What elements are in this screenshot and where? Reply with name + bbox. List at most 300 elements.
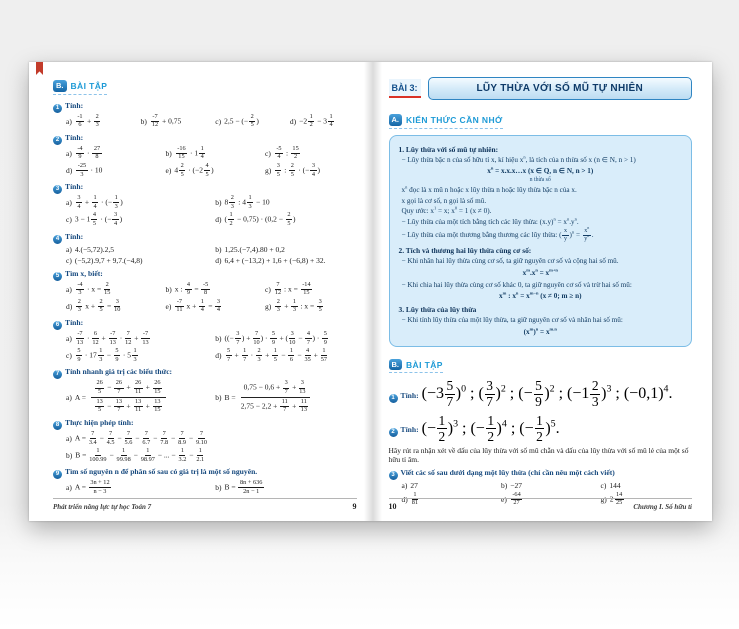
item-label: d): [401, 494, 408, 504]
problem-head: [389, 414, 693, 444]
problem-item: [66, 195, 207, 210]
knowledge-formula: $(x^m)^n = x^{m.n}$: [523, 326, 557, 336]
problem-item: [166, 282, 258, 297]
knowledge-text: − Lũy thừa của một thương bằng thương các lũy thừa: ( $\frac{x}{y}$ )$^n$ = $\frac{x^n}{y^n}$ .: [401, 226, 594, 243]
problem-item: [215, 256, 356, 265]
problem-2: [53, 133, 357, 178]
fraction: $\frac{26}{15}$: [154, 379, 161, 396]
fraction: $\frac{27}{8}$: [93, 144, 101, 161]
problem-item: [166, 146, 258, 161]
exercise-title: BÀI TẬP: [406, 359, 443, 370]
fraction: $\frac{-7}{13}$: [76, 330, 84, 346]
item-label: b): [165, 148, 172, 158]
page-number-right: 10: [388, 502, 397, 511]
problem-item: [290, 114, 357, 129]
fraction: $\frac{5}{9}$: [535, 378, 542, 410]
fraction: $\frac{1}{2}$: [487, 412, 495, 444]
item-math: 1,25.(−7,4).80 + 0,2: [224, 244, 285, 254]
big-fraction-denominator: 2,75 − 2,2 + $\frac{11}{7}$ + $\frac{11}{13}$: [240, 397, 307, 414]
fraction: $\frac{-14}{15}$: [302, 280, 311, 297]
problem-6: [53, 318, 357, 363]
fraction: $\frac{4}{7}$: [306, 330, 310, 346]
fraction: $\frac{1}{2}$: [229, 211, 233, 227]
fraction: $\frac{4}{9}$: [186, 280, 190, 297]
problem-number: 2: [389, 428, 398, 437]
item-math: 8 $\frac{2}{3}$ : 4 $\frac{1}{3}$ − 10: [224, 194, 270, 210]
item-math: $\frac{3}{4}$ + $\frac{1}{4}$ · (− $\frac{1}{3}$ ): [77, 194, 123, 210]
problem-item: [66, 299, 158, 314]
problem-note: Hãy rút ra nhận xét về dấu của lũy thừa với số mũ chẵn và dấu của lũy thừa với số mũ lẻ của một số hữu tỉ âm.: [388, 445, 689, 464]
fraction: $\frac{7}{12}$: [274, 280, 282, 297]
problem-item: [265, 299, 357, 314]
fraction: $\frac{1}{98.97}$: [140, 447, 155, 463]
problem-2: [389, 414, 693, 464]
item-label: a): [66, 392, 72, 402]
item-prefix: A =: [74, 392, 86, 402]
fraction: $\frac{2}{5}$: [287, 211, 291, 227]
item-math: $\frac{-25}{3}$ · 10: [77, 161, 103, 178]
item-label: d): [289, 116, 297, 126]
fraction: $\frac{1}{4}$: [200, 144, 204, 161]
fraction: $\frac{26}{5}$: [96, 379, 103, 396]
fraction: $\frac{2}{3}$: [257, 347, 261, 363]
fraction: $\frac{3}{4}$: [113, 211, 118, 227]
item-label: c): [66, 255, 72, 265]
fraction: $\frac{2}{5}$: [250, 112, 254, 129]
knowledge-formula: $x^m$ : $x^n = x^{m-n}$ (x ≠ 0; m ≥ n): [499, 290, 582, 301]
fraction: $\frac{1}{5}$: [273, 347, 277, 363]
fraction: $\frac{5}{9}$: [271, 330, 276, 346]
fraction: $\frac{13}{15}$: [154, 397, 161, 414]
page-left: [29, 62, 373, 521]
big-fraction: [241, 380, 310, 413]
fraction: $\frac{3}{4}$: [216, 297, 220, 314]
item-label: b): [66, 451, 73, 461]
item-math: $\frac{2}{3}$ x + $\frac{2}{5}$ = $\frac{3}{10}$: [77, 297, 121, 314]
problem-items: [66, 431, 357, 463]
item-math: A = $\frac{7}{3.4}$ − $\frac{7}{4.5}$ − $\frac{7}{5.6}$ − $\frac{7}{6.7}$ − $\frac{7}{7.8}$ − $\frac{7}{8.9}$ − $\frac{7}{9.10}$: [74, 429, 207, 446]
problem-head: [53, 418, 357, 429]
problem-item: [66, 480, 207, 495]
item-math: 144: [609, 480, 621, 490]
left-problems: [53, 101, 357, 496]
item-label: b): [215, 334, 222, 344]
fraction: $\frac{7}{3.4}$: [88, 429, 97, 446]
item-label: a): [66, 434, 72, 444]
item-math: B = $\frac{1}{100.99}$ − $\frac{1}{99.98}$ − $\frac{1}{98.97}$ − ... − $\frac{1}{3.2}$ − $\frac{1}{2.1}$: [75, 447, 205, 463]
item-label: d): [66, 166, 73, 176]
right-exercises: [389, 379, 693, 507]
fraction: $\frac{15}{2}$: [292, 144, 299, 161]
problem-intro: Tính:: [400, 425, 419, 435]
fraction: $\frac{1}{57}$: [320, 347, 328, 363]
item-label: c): [215, 116, 222, 126]
knowledge-formula: $x^m.x^n = x^{m+n}$: [522, 267, 558, 277]
fraction: $\frac{5}{9}$: [115, 347, 119, 363]
problem-intro: Tính:: [400, 391, 419, 401]
item-math: −27: [510, 480, 522, 490]
fraction: $\frac{2}{3}$: [230, 194, 234, 210]
problem-item: [66, 114, 133, 129]
fraction: $\frac{26}{11}$: [135, 379, 142, 396]
problem-3: [53, 182, 357, 227]
item-label: a): [66, 284, 72, 294]
problem-1: [53, 101, 357, 129]
item-prefix: B =: [224, 392, 236, 402]
book-spread: [29, 62, 712, 521]
fraction: $\frac{1}{100.99}$: [89, 447, 107, 463]
fraction: $\frac{x^n}{y^n}$: [584, 226, 590, 243]
problem-item: [166, 163, 258, 178]
fraction: $\frac{1}{2}$: [438, 412, 446, 444]
item-label: g): [265, 166, 272, 176]
problem-head: [53, 367, 357, 378]
footer-book-title: Phát triển năng lực tự học Toán 7: [53, 503, 152, 511]
problem-5: [53, 269, 357, 314]
item-math: 4 $\frac{2}{5}$ · (−2 $\frac{4}{5}$ ): [174, 161, 214, 178]
big-fraction: [91, 380, 166, 413]
fraction: $\frac{-25}{3}$: [77, 161, 87, 178]
fraction: $\frac{1}{4}$: [329, 112, 333, 129]
item-label: c): [66, 215, 72, 225]
fraction: $\frac{-7}{11}$: [176, 297, 183, 314]
item-label: a): [66, 244, 72, 254]
knowledge-heading: 2. Tích và thương hai lũy thừa cùng cơ số:: [398, 245, 532, 255]
fraction: $\frac{5}{7}$: [227, 347, 231, 363]
fraction: $\frac{-1}{6}$: [77, 112, 83, 129]
item-math: $\frac{3}{5}$ : $\frac{2}{5}$ · (− $\frac{3}{4}$ ): [276, 161, 321, 178]
item-math: 4.(−5,72).2,5: [74, 244, 115, 254]
problem-4: [53, 232, 357, 265]
fraction: $\frac{4}{5}$: [92, 211, 96, 227]
item-math: −2 $\frac{1}{2}$ − 3 $\frac{1}{4}$: [299, 112, 333, 129]
fraction: $\frac{11}{7}$: [281, 397, 288, 414]
fraction: $\frac{3}{5}$: [276, 161, 280, 178]
problem-item: [66, 331, 207, 346]
problem-number: 2: [53, 136, 62, 145]
fraction: $\frac{4}{35}$: [304, 347, 311, 363]
fraction: $\frac{7}{10}$: [253, 330, 260, 346]
formula-note: n thừa số: [529, 177, 551, 184]
problem-item: [141, 114, 208, 129]
problem-items: [66, 331, 357, 363]
fraction: $\frac{8n + 636}{2n - 1}$: [239, 479, 263, 495]
problem-7: [53, 367, 357, 413]
knowledge-box: [389, 135, 693, 347]
fraction: $\frac{1}{3}$: [133, 347, 137, 363]
item-label: d): [66, 301, 73, 311]
fraction: $\frac{5}{7}$: [446, 378, 454, 410]
knowledge-heading: 1. Lũy thừa với số mũ tự nhiên:: [398, 144, 499, 154]
item-label: b): [215, 483, 222, 493]
fraction: $\frac{-7}{13}$: [109, 330, 116, 346]
knowledge-text: x gọi là cơ số, n gọi là số mũ.: [401, 196, 487, 205]
lesson-header: [389, 77, 693, 100]
problem-intro: Tính nhanh giá trị các biểu thức:: [65, 367, 173, 377]
section-title: BÀI TẬP: [70, 80, 108, 91]
fraction: $\frac{1}{3}$: [99, 347, 103, 363]
fraction: $\frac{-4}{9}$: [77, 144, 83, 161]
knowledge-heading: 3. Lũy thừa của lũy thừa: [398, 305, 477, 315]
problem-item: [215, 212, 356, 227]
problem-items: [66, 380, 357, 413]
fraction: $\frac{2}{3}$: [77, 297, 81, 314]
knowledge-text: − Lũy thừa bậc n của số hữu tỉ x, kí hiệu $x^n$, là tích của n thừa số x (n ∈ N, n > 1): [401, 154, 636, 164]
knowledge-text: − Lũy thừa của một tích bằng tích các lũy thừa: $(x.y)^n = x^n.y^n$.: [401, 216, 579, 227]
problem-number: 3: [53, 185, 62, 194]
bookmark-ribbon-icon: [36, 62, 43, 75]
fraction: $\frac{3}{13}$: [299, 379, 306, 396]
footer-chapter-title: Chương I. Số hữu tỉ: [633, 503, 692, 511]
fraction: $\frac{1}{81}$: [411, 490, 419, 507]
exercise-badge: B.: [389, 359, 403, 371]
lesson-number-label: BÀI 3:: [389, 79, 421, 98]
fraction: $\frac{13}{5}$: [96, 397, 103, 414]
problem-item: [215, 348, 356, 363]
fraction: $\frac{3}{7}$: [236, 330, 240, 346]
item-math: $\frac{-4}{3}$ · x = $\frac{2}{15}$: [77, 280, 111, 297]
problem-number: 6: [53, 321, 62, 330]
big-fraction-numerator: 0,75 − 0,6 + $\frac{3}{7}$ + $\frac{3}{13}$: [241, 380, 310, 397]
problem-intro: Tìm số nguyên n để phân số sau có giá trị là một số nguyên.: [65, 467, 258, 477]
problem-inline-math: (−3 $\frac{5}{7}$ )$^0$ ; ( $\frac{3}{7}$ )$^2$ ; (− $\frac{5}{9}$ )$^2$ ; (−1 $\frac{2}{3}$ )$^3$ ; $(-0,1)^4$.: [421, 378, 673, 410]
item-math: $\frac{-7}{11}$ x + $\frac{1}{4}$ = $\frac{3}{4}$: [176, 297, 220, 314]
knowledge-formula: $x^n$ = x.x.x…x (x ∈ Q, n ∈ N, n > 1): [487, 166, 594, 176]
fraction: $\frac{2}{5}$: [99, 297, 103, 314]
problem-item: [166, 299, 258, 314]
problem-number: 5: [53, 272, 62, 281]
page-right: [373, 62, 713, 521]
item-math: 3 − 1 $\frac{4}{5}$ · (− $\frac{3}{4}$ ): [74, 211, 123, 227]
problem-intro: Tính:: [65, 231, 84, 241]
item-math: 2,5 − (− $\frac{2}{5}$ ): [224, 112, 259, 129]
item-label: a): [66, 148, 72, 158]
problem-head: [53, 467, 357, 478]
fraction: $\frac{26}{7}$: [115, 379, 123, 396]
item-label: b): [215, 198, 222, 208]
problem-item: [66, 212, 207, 227]
item-label: g): [600, 494, 607, 504]
fraction: $\frac{1}{99.98}$: [116, 447, 131, 463]
knowledge-text: Quy ước: $x^1 = x$; $x^0 = 1$ (x ≠ 0).: [401, 206, 492, 216]
item-label: e): [165, 301, 172, 311]
fraction: $\frac{1}{7}$: [243, 347, 247, 363]
problem-items: [66, 146, 357, 178]
item-label: d): [215, 351, 222, 361]
problem-item: [66, 245, 207, 254]
lesson-title: LŨY THỪA VỚI SỐ MŨ TỰ NHIÊN: [428, 77, 692, 100]
fraction: $\frac{5}{9}$: [77, 347, 81, 363]
fraction: $\frac{7}{6.7}$: [142, 429, 151, 446]
fraction: $\frac{-4}{3}$: [77, 280, 83, 297]
big-fraction-numerator: $\frac{26}{5}$ − $\frac{26}{7}$ + $\frac{26}{11}$ + $\frac{26}{15}$: [91, 380, 166, 397]
problem-items: [66, 480, 357, 495]
fraction: $\frac{1}{3.2}$: [178, 447, 187, 463]
problem-head: [53, 269, 357, 280]
item-math: ( $\frac{1}{2}$ − 0,75) · (0,2 − $\frac{2}{5}$ ): [224, 211, 296, 227]
problem-item: [66, 282, 158, 297]
problem-intro: Tính:: [65, 318, 84, 328]
item-math: $\frac{2}{3}$ + $\frac{1}{3}$ : x = $\frac{3}{5}$: [276, 297, 322, 314]
problem-item: [501, 481, 593, 490]
knowledge-text: − Khi chia hai lũy thừa cùng cơ số khác 0, ta giữ nguyên cơ số và trừ hai số mũ:: [401, 280, 632, 289]
problem-item: [265, 163, 357, 178]
fraction: $\frac{2}{3}$: [591, 378, 599, 410]
fraction: $\frac{2}{5}$: [180, 161, 184, 178]
fraction: $\frac{4}{5}$: [205, 161, 209, 178]
problem-inline-math: (− $\frac{1}{2}$ )$^3$ ; (− $\frac{1}{2}$ )$^4$ ; (− $\frac{1}{2}$ )$^5$.: [421, 412, 560, 444]
item-math: $\frac{-7}{12}$ + 0,75: [151, 112, 182, 129]
fraction: $\frac{-5}{8}$: [202, 280, 209, 297]
problem-item: [402, 481, 494, 490]
problem-head: [389, 468, 693, 479]
item-label: a): [66, 334, 72, 344]
fraction: $\frac{-16}{15}$: [177, 144, 186, 161]
left-footer: [53, 498, 357, 511]
knowledge-section-header: [389, 114, 503, 129]
problem-number: 3: [389, 471, 398, 480]
item-label: b): [165, 284, 172, 294]
problem-items: [66, 245, 357, 265]
problem-number: 9: [53, 470, 62, 479]
fraction: $\frac{-7}{12}$: [151, 112, 159, 129]
fraction: $\frac{13}{11}$: [135, 397, 142, 414]
problem-item: [215, 195, 356, 210]
item-label: b): [501, 480, 508, 490]
problem-item: [66, 146, 158, 161]
problem-intro: Viết các số sau dưới dạng một lũy thừa (chỉ cần nêu một cách viết): [400, 467, 615, 477]
item-label: c): [600, 480, 607, 490]
fraction: $\frac{7}{7.8}$: [160, 429, 169, 446]
fraction: $\frac{3}{10}$: [114, 297, 121, 314]
item-label: b): [215, 244, 222, 254]
problem-item: [265, 282, 357, 297]
problem-intro: Tính:: [65, 100, 84, 110]
item-math: $\frac{-1}{6}$ + $\frac{2}{3}$: [77, 112, 99, 129]
fraction: $\frac{7}{5.6}$: [124, 429, 133, 446]
fraction: $\frac{7}{9.10}$: [195, 429, 207, 446]
problem-1: [389, 379, 693, 409]
big-fraction-denominator: $\frac{13}{5}$ − $\frac{13}{7}$ + $\frac{13}{11}$ + $\frac{13}{15}$: [96, 397, 161, 414]
problem-items: [66, 195, 357, 227]
problem-number: 7: [53, 370, 62, 379]
problem-item: [215, 114, 282, 129]
fraction: $\frac{3}{4}$: [77, 194, 81, 210]
fraction: $\frac{7}{4.5}$: [106, 429, 115, 446]
problem-head: [53, 232, 357, 243]
problem-items: [66, 282, 357, 314]
problem-8: [53, 418, 357, 463]
fraction: $\frac{1}{3}$: [292, 297, 297, 314]
fraction: $\frac{1}{3}$: [114, 194, 118, 210]
problem-item: [215, 480, 356, 495]
item-math: $\frac{5}{9}$ · 17 $\frac{1}{3}$ − $\frac{5}{9}$ · 5 $\frac{1}{3}$: [77, 347, 137, 363]
fraction: $\frac{3}{5}$: [318, 297, 322, 314]
fraction: $\frac{1}{4}$: [93, 194, 97, 210]
problem-intro: Tính:: [65, 132, 84, 142]
item-math: 2 $\frac{14}{25}$: [609, 490, 623, 507]
item-math: ((− $\frac{3}{7}$ ) + $\frac{7}{10}$ ) · $\frac{5}{9}$ + ( $\frac{3}{10}$ − $\frac{4}{7}$ ) · $\frac{5}{9}$: [224, 330, 327, 346]
item-label: e): [165, 166, 172, 176]
item-math: 6,4 + (−13,2) + 1,6 + (−6,8) + 32.: [224, 255, 326, 265]
item-math: x : $\frac{4}{9}$ = $\frac{-5}{8}$: [174, 280, 209, 297]
item-math: $\frac{5}{7}$ + $\frac{1}{7}$ · $\frac{2}{3}$ + $\frac{1}{5}$ − $\frac{1}{6}$ − $\frac{4}{35}$ + $\frac{1}{57}$: [227, 347, 328, 363]
knowledge-badge: A.: [389, 114, 403, 126]
problem-item: [215, 380, 356, 413]
problem-item: [215, 331, 356, 346]
fraction: $\frac{3}{4}$: [311, 161, 316, 178]
fraction: $\frac{3}{7}$: [284, 379, 288, 396]
problem-head: [389, 379, 693, 409]
item-label: g): [265, 301, 272, 311]
item-math: $\frac{-7}{13}$ · $\frac{6}{12}$ + $\frac{-7}{13}$ · $\frac{7}{12}$ + $\frac{-7}{13}$: [76, 330, 149, 346]
right-footer: [389, 498, 693, 511]
item-label: a): [66, 483, 72, 493]
problem-head: [53, 182, 357, 193]
fraction: $\frac{11}{13}$: [300, 397, 307, 414]
problem-intro: Tính:: [65, 182, 84, 192]
knowledge-title: KIẾN THỨC CẦN NHỚ: [406, 114, 503, 125]
fraction: $\frac{13}{7}$: [115, 397, 123, 414]
fraction: $\frac{1}{2}$: [536, 412, 543, 444]
item-label: c): [265, 148, 271, 158]
fraction: $\frac{2}{3}$: [276, 297, 280, 314]
fraction: $\frac{7}{8.9}$: [178, 429, 186, 446]
problem-item: [66, 431, 357, 446]
problem-item: [66, 348, 207, 363]
fraction: $\frac{3}{10}$: [289, 330, 296, 346]
fraction: $\frac{2}{5}$: [290, 161, 294, 178]
left-section-header: [53, 80, 107, 95]
problem-intro: Tìm x, biết:: [65, 268, 103, 278]
problem-intro: Thực hiện phép tính:: [65, 417, 134, 427]
page-number-left: 9: [352, 502, 357, 511]
problem-item: [66, 256, 207, 265]
item-label: a): [66, 116, 72, 126]
fraction: $\frac{-64}{27}$: [512, 490, 521, 507]
fraction: $\frac{-5}{4}$: [276, 144, 282, 161]
problem-item: [601, 481, 693, 490]
fraction: $\frac{1}{4}$: [200, 297, 204, 314]
fraction: $\frac{3}{7}$: [486, 378, 494, 410]
item-label: c): [265, 284, 271, 294]
fraction: $\frac{1}{6}$: [289, 347, 293, 363]
item-math: $\frac{7}{12}$ : x = $\frac{-14}{15}$: [274, 280, 311, 297]
item-label: a): [66, 198, 72, 208]
item-math: 27: [410, 480, 418, 490]
problem-9: [53, 467, 357, 495]
problem-item: [215, 245, 356, 254]
problem-head: [53, 318, 357, 329]
item-math: $\frac{-5}{4}$ : $\frac{15}{2}$: [276, 144, 299, 161]
item-label: d): [215, 215, 222, 225]
fraction: $\frac{2}{15}$: [104, 280, 111, 297]
knowledge-text: − Khi nhân hai lũy thừa cùng cơ số, ta giữ nguyên cơ số và cộng hai số mũ.: [401, 256, 619, 265]
fraction: $\frac{2}{3}$: [95, 112, 99, 129]
problem-number: 1: [53, 104, 62, 113]
fraction: $\frac{-7}{13}$: [142, 330, 149, 346]
fraction: $\frac{1}{2}$: [309, 112, 313, 129]
item-math: (−5,2).9,7 + 9,7.(−4,8): [74, 255, 143, 265]
item-label: a): [401, 480, 408, 490]
item-label: b): [215, 392, 222, 402]
item-math: A = $\frac{3n + 12}{n - 3}$: [74, 479, 110, 495]
problem-item: [265, 146, 357, 161]
problem-number: 4: [53, 235, 62, 244]
item-label: e): [501, 494, 507, 504]
problem-items: [66, 114, 357, 129]
problem-head: [53, 101, 357, 112]
